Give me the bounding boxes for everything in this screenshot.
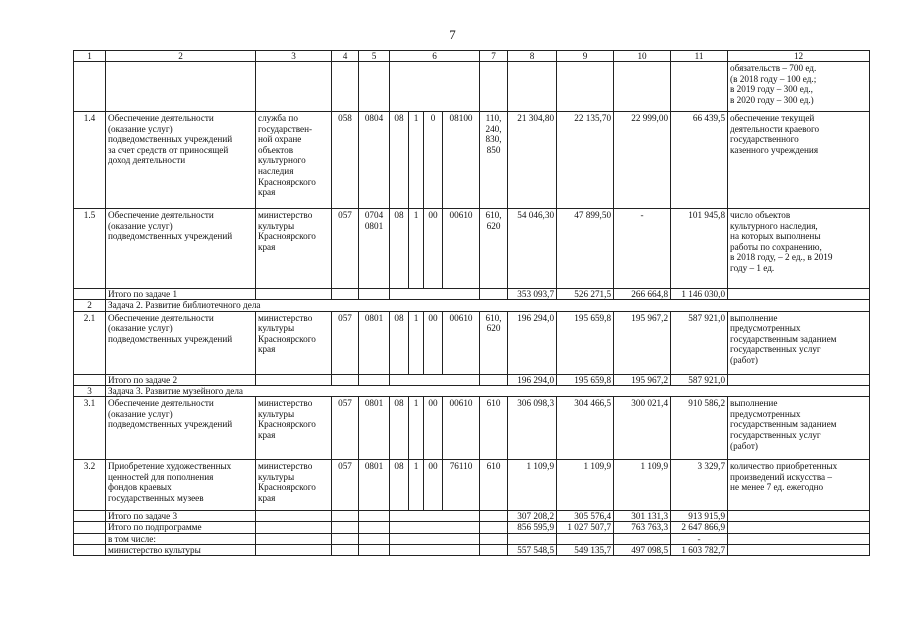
page-number: 7	[449, 27, 456, 42]
amount-total: 587 921,0	[671, 374, 728, 385]
measure-name: Обеспечение деятельности (оказание услуг) подведомственных учреждений	[106, 311, 256, 374]
amount-2018: 21 304,80	[508, 112, 557, 209]
csr-code-part: 08	[390, 311, 409, 374]
total-row	[74, 511, 870, 522]
result-cell: число объектов культурного наследия, на которых выполнены работы по сохранению, в 2018 году, – 2 ед., в 2019 году – 1 ед.	[728, 209, 870, 289]
amount-2019: 47 899,50	[557, 209, 614, 289]
grbs-code: 058	[332, 112, 359, 209]
total-label: Итого по задаче 1	[106, 289, 256, 300]
table-row	[74, 460, 870, 511]
amount-total: 910 586,2	[671, 397, 728, 460]
col-header: 2	[106, 51, 256, 62]
amount-2018: 1 109,9	[508, 460, 557, 511]
col-header: 11	[671, 51, 728, 62]
task-title: Задача 3. Развитие музейного дела	[106, 385, 870, 396]
grbs-code: 057	[332, 209, 359, 289]
amount-2019: 195 659,8	[557, 374, 614, 385]
amount-2020: 195 967,2	[614, 311, 671, 374]
col-header: 9	[557, 51, 614, 62]
measure-name: Обеспечение деятельности (оказание услуг) подведомственных учреждений	[106, 397, 256, 460]
result-cell: обязательств – 700 ед. (в 2018 году – 100 ед.; в 2019 году – 300 ед., в 2020 году – 300 ед.)	[728, 62, 870, 112]
amount-2020: 1 109,9	[614, 460, 671, 511]
table-row	[74, 397, 870, 460]
amount-total: 913 915,9	[671, 511, 728, 522]
amount-total: 1 603 782,7	[671, 545, 728, 556]
amount-2019: 549 135,7	[557, 545, 614, 556]
col-header: 4	[332, 51, 359, 62]
amount-2019: 526 271,5	[557, 289, 614, 300]
col-header: 3	[256, 51, 332, 62]
grbs-code: 057	[332, 311, 359, 374]
executor: министерство культуры Красноярского края	[256, 311, 332, 374]
csr-code-part: 00610	[443, 209, 480, 289]
csr-code-part: 08100	[443, 112, 480, 209]
csr-code-part: 00	[424, 209, 443, 289]
result-cell: обеспечение текущей деятельности краевого государственного казенного учреждения	[728, 112, 870, 209]
total-label: министерство культуры	[106, 545, 256, 556]
csr-code-part: 1	[409, 397, 424, 460]
row-number: 1.5	[74, 209, 106, 289]
vr-code: 610, 620	[480, 311, 508, 374]
csr-code-part: 08	[390, 460, 409, 511]
total-row	[74, 545, 870, 556]
amount-2019: 22 135,70	[557, 112, 614, 209]
col-header: 6	[390, 51, 480, 62]
total-row	[74, 289, 870, 300]
task-number: 3	[74, 385, 106, 396]
csr-code-part: 76110	[443, 460, 480, 511]
col-header: 12	[728, 51, 870, 62]
row-number: 1.4	[74, 112, 106, 209]
amount-2018: 353 093,7	[508, 289, 557, 300]
amount-2018: 307 208,2	[508, 511, 557, 522]
rzpr-code: 0804	[359, 112, 390, 209]
amount-2018: 856 595,9	[508, 522, 557, 533]
task-title: Задача 2. Развитие библиотечного дела	[106, 300, 870, 311]
amount-2019: 1 027 507,7	[557, 522, 614, 533]
budget-table	[73, 50, 870, 556]
amount-2018: 196 294,0	[508, 374, 557, 385]
total-row	[74, 533, 870, 544]
table-row	[74, 62, 870, 112]
csr-code-part: 1	[409, 209, 424, 289]
measure-name: Приобретение художественных ценностей для пополнения фондов краевых государственных музеев	[106, 460, 256, 511]
measure-name: Обеспечение деятельности (оказание услуг) подведомственных учреждений	[106, 209, 256, 289]
col-header: 7	[480, 51, 508, 62]
executor: министерство культуры Красноярского края	[256, 397, 332, 460]
vr-code: 610	[480, 460, 508, 511]
csr-code-part: 08	[390, 112, 409, 209]
amount-total: 66 439,5	[671, 112, 728, 209]
amount-2020: 195 967,2	[614, 374, 671, 385]
amount-total: 587 921,0	[671, 311, 728, 374]
amount-2020: 22 999,00	[614, 112, 671, 209]
amount-2019: 304 466,5	[557, 397, 614, 460]
csr-code-part: 00	[424, 397, 443, 460]
vr-code: 110, 240, 830, 850	[480, 112, 508, 209]
amount-2019: 195 659,8	[557, 311, 614, 374]
vr-code: 610	[480, 397, 508, 460]
table-row	[74, 209, 870, 289]
amount-total: 101 945,8	[671, 209, 728, 289]
csr-code-part: 1	[409, 112, 424, 209]
table-row	[74, 311, 870, 374]
result-cell: количество приобретенных произведений искусства – не менее 7 ед. ежегодно	[728, 460, 870, 511]
csr-code-part: 1	[409, 460, 424, 511]
measure-name: Обеспечение деятельности (оказание услуг) подведомственных учреждений за счет средств от приносящей доход деятельности	[106, 112, 256, 209]
rzpr-code: 0801	[359, 397, 390, 460]
vr-code: 610, 620	[480, 209, 508, 289]
total-row	[74, 374, 870, 385]
grbs-code: 057	[332, 460, 359, 511]
rzpr-code: 0801	[359, 460, 390, 511]
row-number: 3.1	[74, 397, 106, 460]
amount-2018: 196 294,0	[508, 311, 557, 374]
amount-2020: 266 664,8	[614, 289, 671, 300]
amount-2018: 54 046,30	[508, 209, 557, 289]
csr-code-part: 08	[390, 209, 409, 289]
csr-code-part: 00610	[443, 397, 480, 460]
csr-code-part: 00	[424, 460, 443, 511]
amount-2019: 1 109,9	[557, 460, 614, 511]
amount-total: 2 647 866,9	[671, 522, 728, 533]
csr-code-part: 00610	[443, 311, 480, 374]
table-row	[74, 112, 870, 209]
grbs-code: 057	[332, 397, 359, 460]
executor: служба по государствен- ной охране объектов культурного наследия Красноярского края	[256, 112, 332, 209]
total-label: в том числе:	[106, 533, 256, 544]
csr-code-part: 08	[390, 397, 409, 460]
amount-2018: 306 098,3	[508, 397, 557, 460]
rzpr-code: 0704 0801	[359, 209, 390, 289]
amount-2020: 300 021,4	[614, 397, 671, 460]
amount-2019: 305 576,4	[557, 511, 614, 522]
task-heading-row	[74, 300, 870, 311]
executor: министерство культуры Красноярского края	[256, 209, 332, 289]
row-number: 2.1	[74, 311, 106, 374]
amount-total: 3 329,7	[671, 460, 728, 511]
result-cell: выполнение предусмотренных государственным заданием государственных услуг (работ)	[728, 311, 870, 374]
col-header: 5	[359, 51, 390, 62]
task-heading-row	[74, 385, 870, 396]
csr-code-part: 0	[424, 112, 443, 209]
amount-total: -	[671, 533, 728, 544]
result-cell: выполнение предусмотренных государственным заданием государственных услуг (работ)	[728, 397, 870, 460]
amount-2020: 763 763,3	[614, 522, 671, 533]
col-header: 1	[74, 51, 106, 62]
executor: министерство культуры Красноярского края	[256, 460, 332, 511]
row-number: 3.2	[74, 460, 106, 511]
amount-2020: -	[614, 209, 671, 289]
total-label: Итого по задаче 3	[106, 511, 256, 522]
amount-2020: 301 131,3	[614, 511, 671, 522]
amount-2020: 497 098,5	[614, 545, 671, 556]
total-label: Итого по подпрограмме	[106, 522, 256, 533]
csr-code-part: 1	[409, 311, 424, 374]
total-row	[74, 522, 870, 533]
amount-total: 1 146 030,0	[671, 289, 728, 300]
column-number-row	[74, 51, 870, 62]
amount-2018: 557 548,5	[508, 545, 557, 556]
col-header: 10	[614, 51, 671, 62]
csr-code-part: 00	[424, 311, 443, 374]
total-label: Итого по задаче 2	[106, 374, 256, 385]
col-header: 8	[508, 51, 557, 62]
task-number: 2	[74, 300, 106, 311]
rzpr-code: 0801	[359, 311, 390, 374]
